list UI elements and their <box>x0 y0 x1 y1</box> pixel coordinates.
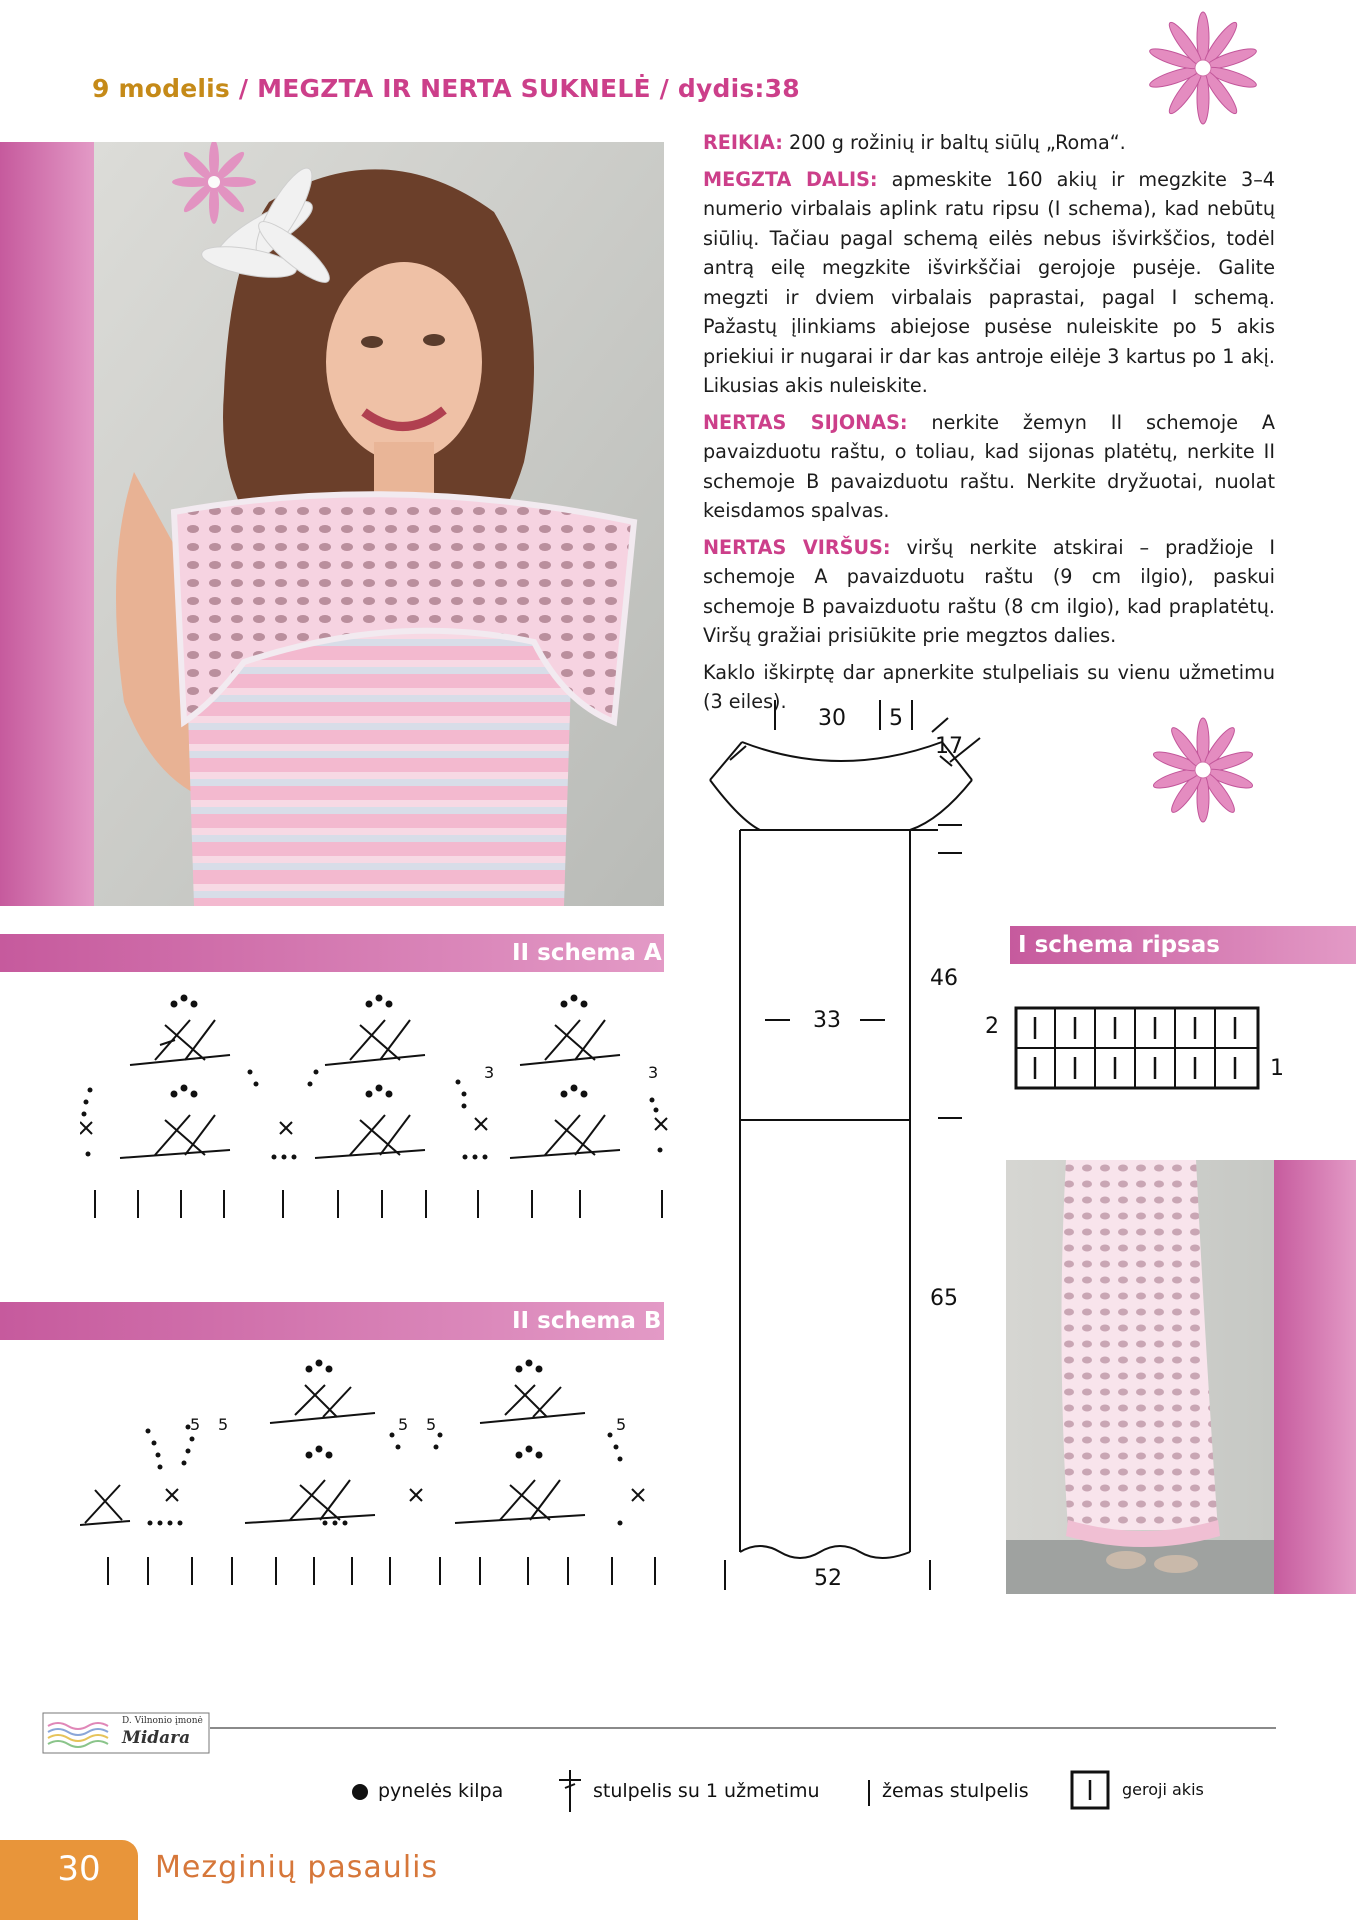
dim-bodice-width: 33 <box>813 1008 841 1033</box>
model-photo <box>94 142 664 906</box>
double-crochet-icon <box>555 1768 585 1814</box>
schema-b-motif <box>455 1361 585 1524</box>
magazine-title: Mezginių pasaulis <box>155 1850 439 1885</box>
instructions-text <box>703 128 1275 724</box>
schema-a-chart <box>80 990 670 1230</box>
dim-bodice-length: 46 <box>930 966 958 991</box>
logo-company-small: D. Vilnonio įmonė <box>122 1716 203 1726</box>
schema-b-chart <box>80 1355 670 1595</box>
schema-b-count: 5 <box>398 1415 409 1434</box>
schema-b-count: 5 <box>616 1415 627 1434</box>
label-megzta-dalis: MEGZTA DALIS: <box>703 167 878 191</box>
schema-b-base-stitches <box>108 1557 655 1585</box>
legend-knit-stitch-label: geroji akis <box>1122 1780 1204 1799</box>
dim-skirt-length: 65 <box>930 1286 958 1311</box>
schema-b-count: 5 <box>218 1415 229 1434</box>
paragraph-megzta-dalis: MEGZTA DALIS: apmeskite 160 akių ir megzkite 3–4 numerio virbalais aplink ratu ripsu (I schema), kad nebūtų siūlių. Tačiau pagal schemą eilės nebus išvirkščios, todėl antrą eilę megzkite išvirkščiai gerojoje pusėje. Galite megzti ir dviem virbalais paprastai, pagal I schemą. Pažastų įlinkiams abiejose pusėse nuleiskite po 5 akis priekiui ir nugarai ir dar kas antroje eilėje 3 kartus po 1 akį. Likusias akis nuleiskite. <box>703 167 1276 397</box>
single-crochet-icon <box>868 1780 870 1806</box>
label-reikia: REIKIA: <box>703 131 783 154</box>
skirt-photo <box>1006 1160 1274 1594</box>
legend-double-crochet-label: stulpelis su 1 užmetimu <box>593 1780 820 1802</box>
schema-a-count: 3 <box>648 1063 659 1082</box>
dim-slope: 17 <box>935 734 963 759</box>
logo-company-name: Midara <box>122 1728 191 1748</box>
dress-pattern-diagram <box>700 690 990 1610</box>
legend-single-crochet-label: žemas stulpelis <box>882 1780 1029 1802</box>
schema-b-count: 5 <box>190 1415 201 1434</box>
flower-ornament-top-right <box>1128 8 1278 138</box>
skirt-photo-side-band <box>1272 1160 1356 1594</box>
schema-a-motif <box>510 996 620 1159</box>
footer-divider <box>210 1727 1276 1729</box>
schema-a-motif <box>120 996 230 1159</box>
schema-a-label: II schema A <box>512 940 662 966</box>
paragraph-nertas-sijonas: NERTAS SIJONAS: nerkite žemyn II schemoje A pavaizduotu raštu, o toliau, kad sijonas platėtų, nerkite II schemoje B pavaizduotu raštu. Nerkite dryžuotai, nuolat keisdamos spalvas. <box>703 410 1275 522</box>
legend-chain-label: pynelės kilpa <box>378 1780 504 1802</box>
dim-neck: 30 <box>818 706 846 731</box>
schema-b-edge-motif <box>80 1485 130 1525</box>
schema-b-motif <box>245 1361 375 1524</box>
label-nertas-sijonas: NERTAS SIJONAS: <box>703 410 908 434</box>
schema-a-base-stitches <box>95 1190 662 1218</box>
page-title <box>92 74 800 103</box>
ripsas-row-1: 1 <box>1270 1056 1284 1081</box>
legend <box>350 1760 1280 1810</box>
flower-ornament-middle-right <box>1128 708 1278 838</box>
label-nertas-virsus: NERTAS VIRŠUS: <box>703 535 891 559</box>
schema-ripsas-label: I schema ripsas <box>1018 932 1220 958</box>
dim-hem-width: 52 <box>814 1566 842 1591</box>
model-title: / MEGZTA IR NERTA SUKNELĖ / dydis:38 <box>230 74 800 103</box>
schema-b-count: 5 <box>426 1415 437 1434</box>
knit-stitch-icon <box>1070 1770 1110 1810</box>
photo-side-band <box>0 142 94 906</box>
schema-ripsas-grid <box>1013 1005 1261 1091</box>
schema-b-label: II schema B <box>512 1308 662 1334</box>
schema-a-count: 3 <box>484 1063 495 1082</box>
paragraph-kaklo-iskirpte: Kaklo iškirptę dar apnerkite stulpeliais su vienu užmetimu (3 eiles). <box>703 660 1275 713</box>
ripsas-row-2: 2 <box>985 1014 999 1039</box>
model-number: 9 modelis <box>92 74 230 103</box>
paragraph-nertas-virsus: NERTAS VIRŠUS: viršų nerkite atskirai – pradžioje I schemoje A pavaizduotu raštu (9 cm ilgio), paskui schemoje B pavaizduotu raštu (8 cm ilgio), kad praplatėtų. Viršų gražiai prisiūkite prie megztos dalies. <box>703 535 1275 647</box>
schema-a-motif <box>315 996 425 1159</box>
paragraph-reikia: REIKIA: 200 g rožinių ir baltų siūlų „Roma“. <box>703 131 1126 154</box>
page-number: 30 <box>57 1849 101 1889</box>
dim-shoulder: 5 <box>889 706 903 731</box>
chain-stitch-icon <box>352 1784 368 1800</box>
